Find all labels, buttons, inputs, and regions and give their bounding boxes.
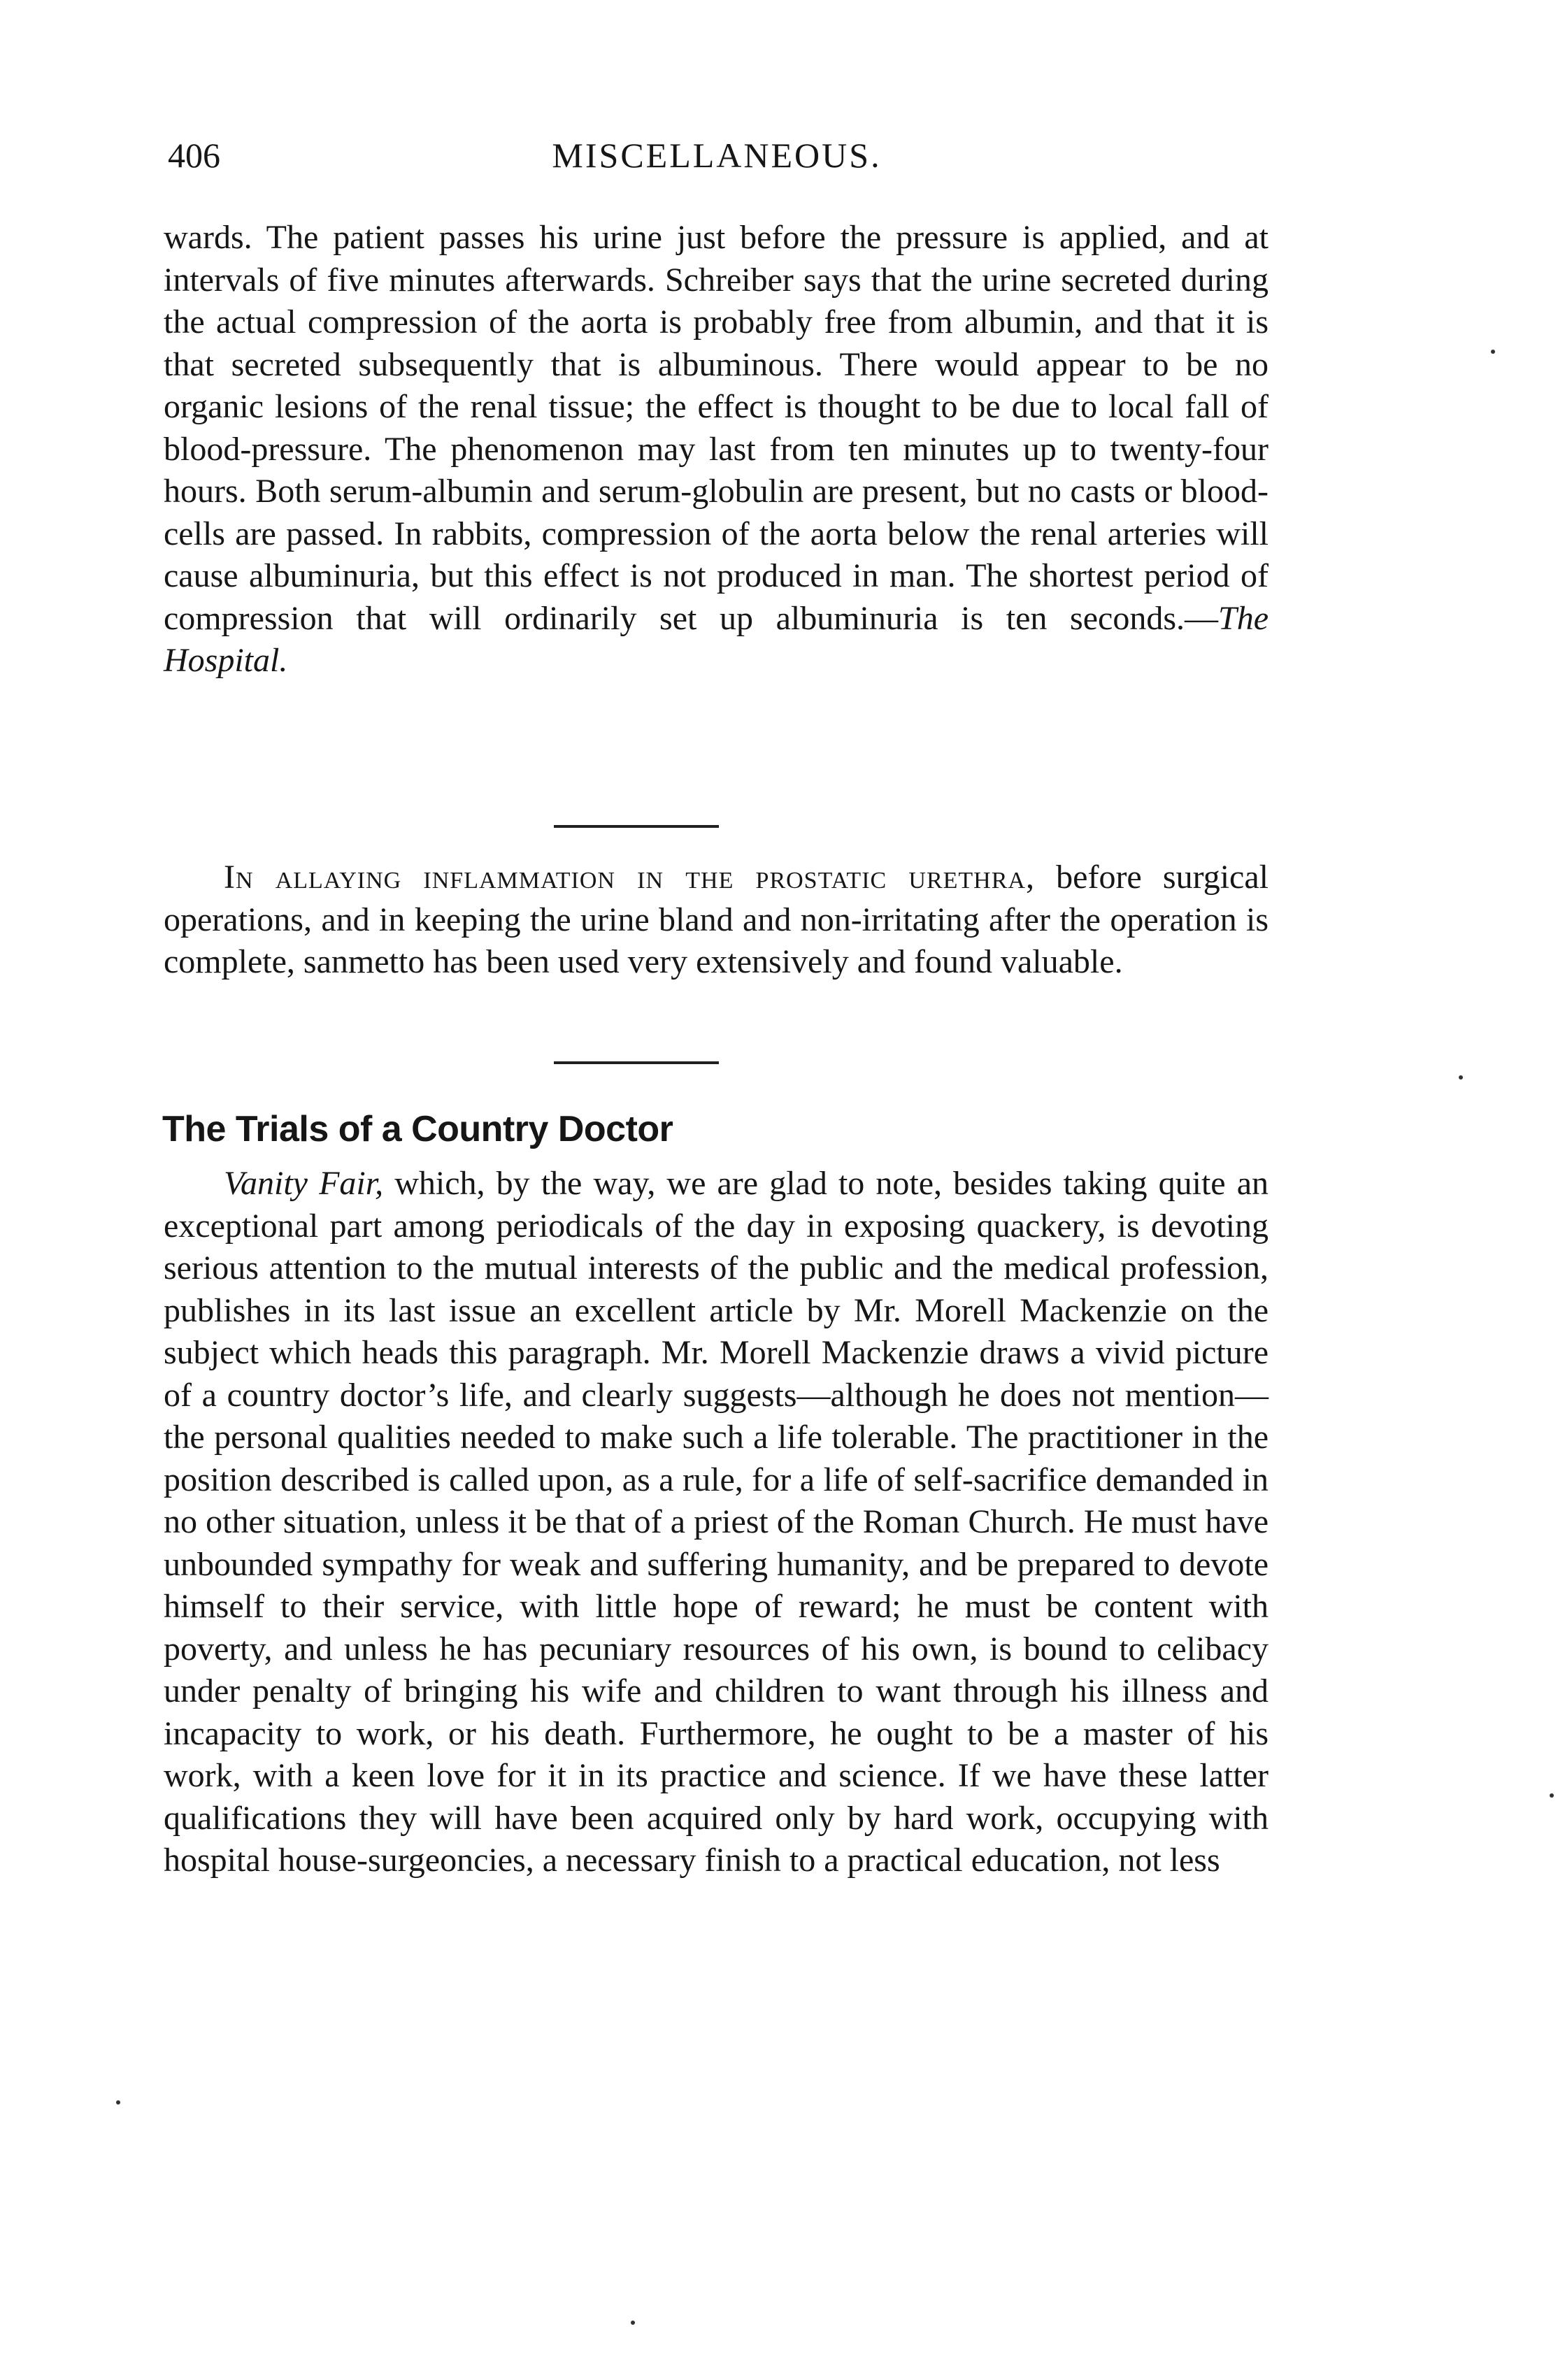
sanmetto-note-body: before surgical operations, and in keeping the urine bland and non-irritating after the operation is complete, sanmetto has been used very extensively and found valuable. (164, 859, 1269, 980)
article-body-text: which, by the way, we are glad to note, besides taking quite an exceptional part among periodicals of the day in exposing quackery, is devoting serious attention to the mutual interests of the public and the medical profession, publishes in its last issue an excellent article by Mr. Morell Mackenzie on the subject which heads this paragraph. Mr. Morell Mackenzie draws a vivid picture of a country doctor’s life, and clearly suggests—although he does not mention—the personal qualities needed to make such a life tolerable. The practitioner in the position described is called upon, as a rule, for a life of self-sacrifice demanded in no other situation, unless it be that of a priest of the Roman Church. He must have unbounded sympathy for weak and suffering humanity, and be prepared to devote himself to their service, with little hope of reward; he must be content with poverty, and unless he has pecuniary resources of his own, is bound to celibacy under penalty of bringing his wife and children to want through his illness and incapacity to work, or his death. Furthermore, he ought to be a master of his work, with a keen love for it in its practice and science. If we have these latter qualifications they will have been acquired only by hard work, occupying with hospital house-surgeoncies, a necessary finish to a practical education, not less (164, 1165, 1269, 1879)
running-head (168, 134, 1266, 183)
article-paragraph (164, 1163, 1269, 1882)
section-divider (554, 825, 719, 828)
sanmetto-note-paragraph (164, 856, 1269, 984)
scan-speck (116, 2100, 120, 2105)
page-number: 406 (168, 136, 220, 175)
scan-speck (631, 2321, 635, 2325)
continuation-paragraph-block (164, 217, 1269, 682)
continuation-text: wards. The patient passes his urine just before the pressure is applied, and at intervals of five minutes afterwards. Schreiber says that the urine secreted during the actual compression of the aorta is probably free from albumin, and that it is that secreted subsequently that is albuminous. There would appear to be no organic lesions of the renal tissue; the effect is thought to be due to local fall of blood-pressure. The phenomenon may last from ten minutes up to twenty-four hours. Both serum-albumin and serum-globulin are present, but no casts or blood-cells are passed. In rabbits, compression of the aorta below the renal arteries will cause albuminuria, but this effect is not produced in man. The shortest period of compression that will ordinarily set up albuminuria is ten seconds.— (164, 219, 1269, 637)
continuation-paragraph (164, 217, 1269, 682)
scan-speck (1550, 1793, 1554, 1798)
scan-speck (1491, 350, 1495, 354)
article-title: The Trials of a Country Doctor (162, 1109, 673, 1149)
sanmetto-note-block (164, 856, 1269, 984)
publication-name: Vanity Fair, (224, 1165, 384, 1202)
sanmetto-note-lead: In allaying inflammation in the prostatic urethra, (224, 859, 1035, 896)
article-body-block (164, 1163, 1269, 1882)
running-title: MISCELLANEOUS. (552, 136, 882, 175)
scan-speck (1459, 1075, 1463, 1080)
section-divider (554, 1061, 719, 1064)
source-citation: The Hospital. (164, 599, 1269, 679)
